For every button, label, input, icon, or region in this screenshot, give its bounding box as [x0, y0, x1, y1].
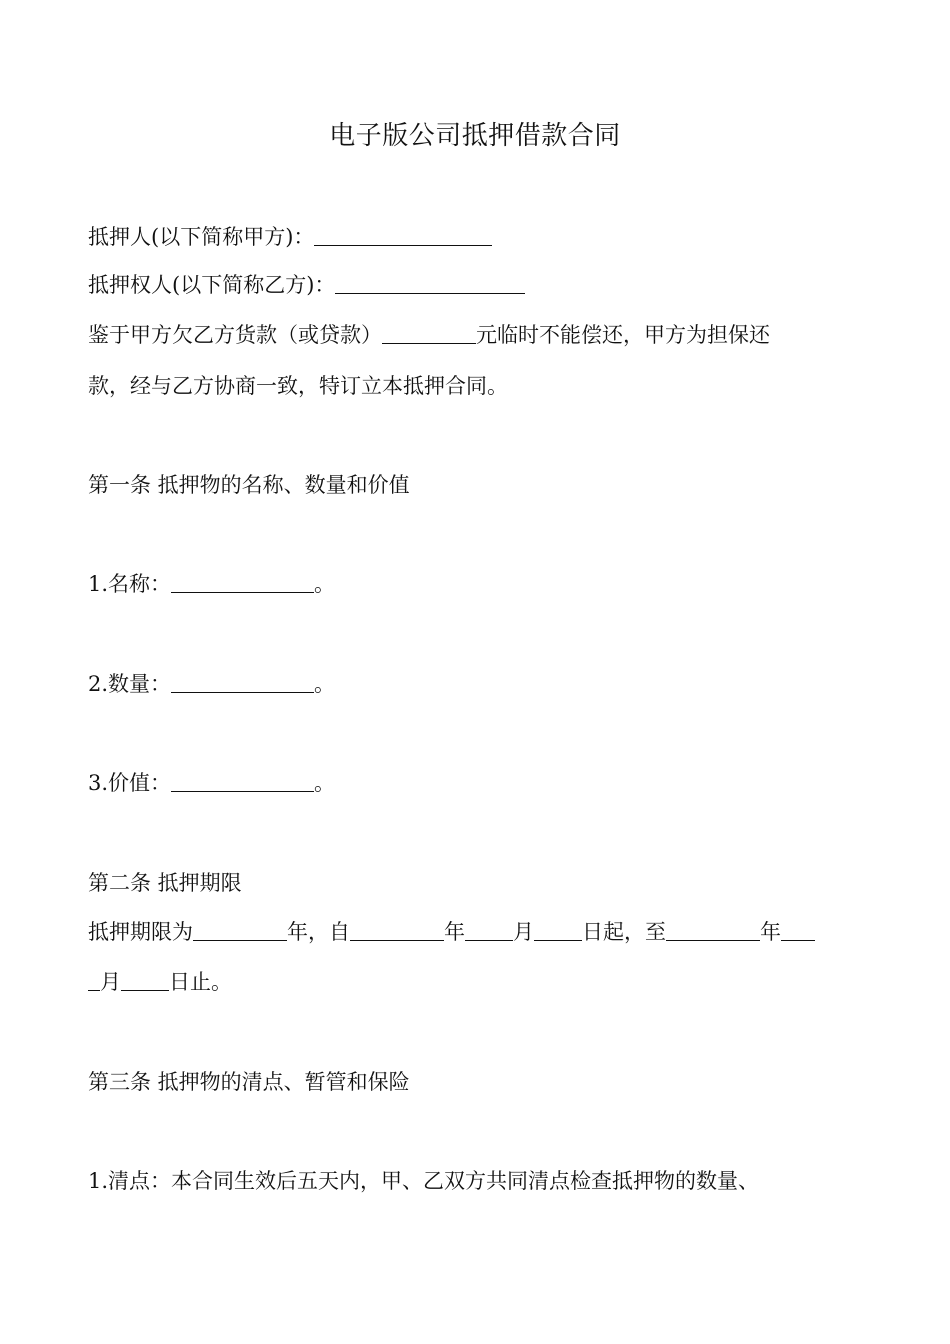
start-month-blank[interactable]	[465, 920, 513, 941]
end-month-blank-part1[interactable]	[781, 920, 815, 941]
term-line-2	[88, 967, 868, 997]
mortgagor-line	[88, 222, 868, 252]
term-text: 抵押期限为	[88, 920, 193, 944]
term-text: 年	[760, 920, 781, 944]
item-value-line	[88, 768, 868, 798]
mortgagor-label: 抵押人(以下简称甲方)：	[88, 225, 315, 249]
mortgagee-label: 抵押权人(以下简称乙方)：	[88, 273, 336, 297]
amount-blank[interactable]	[382, 323, 476, 344]
start-day-blank[interactable]	[534, 920, 582, 941]
term-text: 月	[100, 970, 121, 994]
period-mark: 。	[314, 572, 336, 596]
end-month-blank-part2[interactable]	[88, 970, 100, 991]
term-text: 日止。	[169, 970, 232, 994]
mortgagee-blank[interactable]	[335, 273, 525, 294]
mortgagor-blank[interactable]	[314, 225, 492, 246]
item-name-line	[88, 569, 868, 599]
recital-text-b: 元临时不能偿还，甲方为担保还	[476, 323, 770, 347]
period-mark: 。	[314, 771, 336, 795]
item-name-blank[interactable]	[171, 572, 314, 593]
term-text: 年，自	[287, 920, 350, 944]
start-year-blank[interactable]	[350, 920, 444, 941]
article-3-heading: 第三条 抵押物的清点、暂管和保险	[88, 1070, 410, 1094]
item-value-blank[interactable]	[171, 771, 314, 792]
term-text: 月	[513, 920, 534, 944]
item-quantity-blank[interactable]	[171, 672, 314, 693]
clause-count-line: 1.清点：本合同生效后五天内，甲、乙双方共同清点检查抵押物的数量、	[88, 1169, 760, 1193]
recital-line-2: 款，经与乙方协商一致，特订立本抵押合同。	[88, 374, 508, 398]
end-year-blank[interactable]	[666, 920, 760, 941]
term-text: 日起，至	[582, 920, 666, 944]
item-quantity-line	[88, 669, 868, 699]
term-years-blank[interactable]	[193, 920, 287, 941]
period-mark: 。	[314, 672, 336, 696]
term-text: 年	[444, 920, 465, 944]
article-2-heading: 第二条 抵押期限	[88, 871, 242, 895]
recital-text-a: 鉴于甲方欠乙方货款（或贷款）	[88, 323, 382, 347]
recital-line-1	[88, 320, 868, 350]
article-1-heading: 第一条 抵押物的名称、数量和价值	[88, 473, 410, 497]
item-name-label: 1.名称：	[88, 572, 172, 596]
item-value-label: 3.价值：	[88, 771, 172, 795]
mortgagee-line	[88, 270, 868, 300]
item-quantity-label: 2.数量：	[88, 672, 172, 696]
end-day-blank[interactable]	[121, 970, 169, 991]
document-title: 电子版公司抵押借款合同	[329, 121, 621, 151]
term-line-1	[88, 917, 868, 947]
